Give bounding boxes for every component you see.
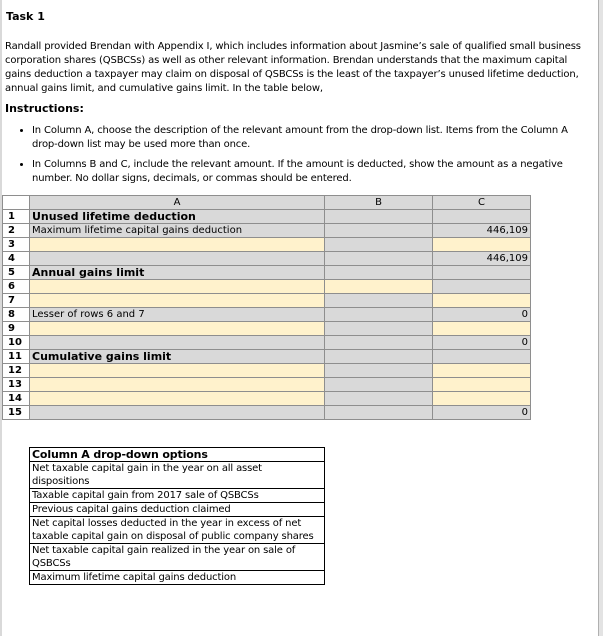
column-b-cell[interactable] — [325, 294, 433, 308]
row-number: 5 — [3, 266, 30, 280]
corner-cell — [3, 196, 30, 210]
sheet-row — [3, 252, 531, 266]
column-b-cell[interactable] — [325, 224, 433, 238]
column-c-cell[interactable] — [433, 266, 531, 280]
instructions-title: Instructions: — [5, 102, 84, 115]
column-b-cell[interactable] — [325, 364, 433, 378]
instruction-bullet: • In Column A, choose the description of the relevant amount from the drop-down list. Items from the Column A drop-down list may be used more than once. — [32, 124, 592, 152]
sheet-row — [3, 210, 531, 224]
dropdown-option: Net capital losses deducted in the year in excess of net taxable capital gain on disposal of public company shares — [30, 517, 325, 544]
column-c-cell[interactable] — [433, 392, 531, 406]
row-number: 7 — [3, 294, 30, 308]
column-a-cell[interactable] — [30, 322, 325, 336]
column-a-cell[interactable] — [30, 364, 325, 378]
row-number: 11 — [3, 350, 30, 364]
column-c-cell[interactable] — [433, 280, 531, 294]
column-header-a[interactable]: A — [30, 196, 325, 210]
row-number: 15 — [3, 406, 30, 420]
sheet-row — [3, 406, 531, 420]
sheet-row — [3, 224, 531, 238]
dropdown-option: Net taxable capital gain in the year on all asset dispositions — [30, 462, 325, 489]
column-c-cell[interactable] — [433, 238, 531, 252]
column-c-cell[interactable]: 0 — [433, 308, 531, 322]
column-b-cell[interactable] — [325, 350, 433, 364]
sheet-row — [3, 280, 531, 294]
column-a-cell[interactable]: Lesser of rows 6 and 7 — [30, 308, 325, 322]
sheet-row — [3, 238, 531, 252]
row-number: 8 — [3, 308, 30, 322]
row-number: 13 — [3, 378, 30, 392]
sheet-row — [3, 350, 531, 364]
column-a-cell[interactable] — [30, 280, 325, 294]
column-a-cell[interactable] — [30, 336, 325, 350]
column-a-cell[interactable] — [30, 238, 325, 252]
sheet-row — [3, 294, 531, 308]
column-b-cell[interactable] — [325, 336, 433, 350]
section-heading-cell[interactable]: Cumulative gains limit — [30, 350, 325, 364]
column-b-cell[interactable] — [325, 378, 433, 392]
column-a-cell[interactable] — [30, 294, 325, 308]
sheet-row — [3, 336, 531, 350]
sheet-row — [3, 378, 531, 392]
sheet-row — [3, 322, 531, 336]
section-heading-cell[interactable]: Unused lifetime deduction — [30, 210, 325, 224]
column-b-cell[interactable] — [325, 406, 433, 420]
row-number: 1 — [3, 210, 30, 224]
column-b-cell[interactable] — [325, 308, 433, 322]
instructions-list — [14, 124, 592, 192]
column-c-cell[interactable] — [433, 378, 531, 392]
column-c-cell[interactable] — [433, 210, 531, 224]
dropdown-option: Previous capital gains deduction claimed — [30, 503, 325, 517]
row-number: 9 — [3, 322, 30, 336]
column-c-cell[interactable]: 446,109 — [433, 224, 531, 238]
worksheet-table — [2, 195, 531, 420]
column-a-cell[interactable] — [30, 252, 325, 266]
column-header-c[interactable]: C — [433, 196, 531, 210]
column-header-b[interactable]: B — [325, 196, 433, 210]
vertical-scrollbar[interactable] — [598, 0, 603, 636]
section-heading-cell[interactable]: Annual gains limit — [30, 266, 325, 280]
sheet-row — [3, 308, 531, 322]
column-c-cell[interactable]: 0 — [433, 336, 531, 350]
sheet-row — [3, 266, 531, 280]
dropdown-option: Taxable capital gain from 2017 sale of QSBCSs — [30, 489, 325, 503]
instruction-bullet: • In Columns B and C, include the relevant amount. If the amount is deducted, show the amount as a negative number. No dollar signs, decimals, or commas should be entered. — [32, 158, 592, 186]
sheet-row — [3, 392, 531, 406]
column-b-cell[interactable] — [325, 238, 433, 252]
column-a-cell[interactable] — [30, 378, 325, 392]
column-c-cell[interactable]: 446,109 — [433, 252, 531, 266]
column-a-cell[interactable] — [30, 406, 325, 420]
column-b-cell[interactable] — [325, 280, 433, 294]
row-number: 4 — [3, 252, 30, 266]
row-number: 14 — [3, 392, 30, 406]
row-number: 10 — [3, 336, 30, 350]
intro-paragraph: Randall provided Brendan with Appendix I, which includes information about Jasmine’s sale of qualified small business corporation shares (QSBCSs) as well as other relevant information. Brendan understands that the maximum capital gains deduction a taxpayer may claim on disposal of QSBCSs is the least of the taxpayer’s unused lifetime deduction, annual gains limit, and cumulative gains limit. In the table below, — [5, 41, 581, 94]
dropdown-option: Maximum lifetime capital gains deduction — [30, 571, 325, 585]
dropdown-option: Net taxable capital gain realized in the year on sale of QSBCSs — [30, 544, 325, 571]
column-b-cell[interactable] — [325, 322, 433, 336]
row-number: 6 — [3, 280, 30, 294]
column-b-cell[interactable] — [325, 266, 433, 280]
column-c-cell[interactable] — [433, 364, 531, 378]
task-title: Task 1 — [6, 10, 45, 23]
column-b-cell[interactable] — [325, 252, 433, 266]
row-number: 2 — [3, 224, 30, 238]
row-number: 12 — [3, 364, 30, 378]
column-c-cell[interactable]: 0 — [433, 406, 531, 420]
column-a-cell[interactable] — [30, 392, 325, 406]
column-c-cell[interactable] — [433, 322, 531, 336]
row-number: 3 — [3, 238, 30, 252]
column-a-cell[interactable]: Maximum lifetime capital gains deduction — [30, 224, 325, 238]
column-b-cell[interactable] — [325, 392, 433, 406]
column-c-cell[interactable] — [433, 294, 531, 308]
column-b-cell[interactable] — [325, 210, 433, 224]
column-c-cell[interactable] — [433, 350, 531, 364]
dropdown-options-table — [29, 447, 325, 585]
dropdown-options-title: Column A drop-down options — [30, 448, 325, 462]
sheet-row — [3, 364, 531, 378]
